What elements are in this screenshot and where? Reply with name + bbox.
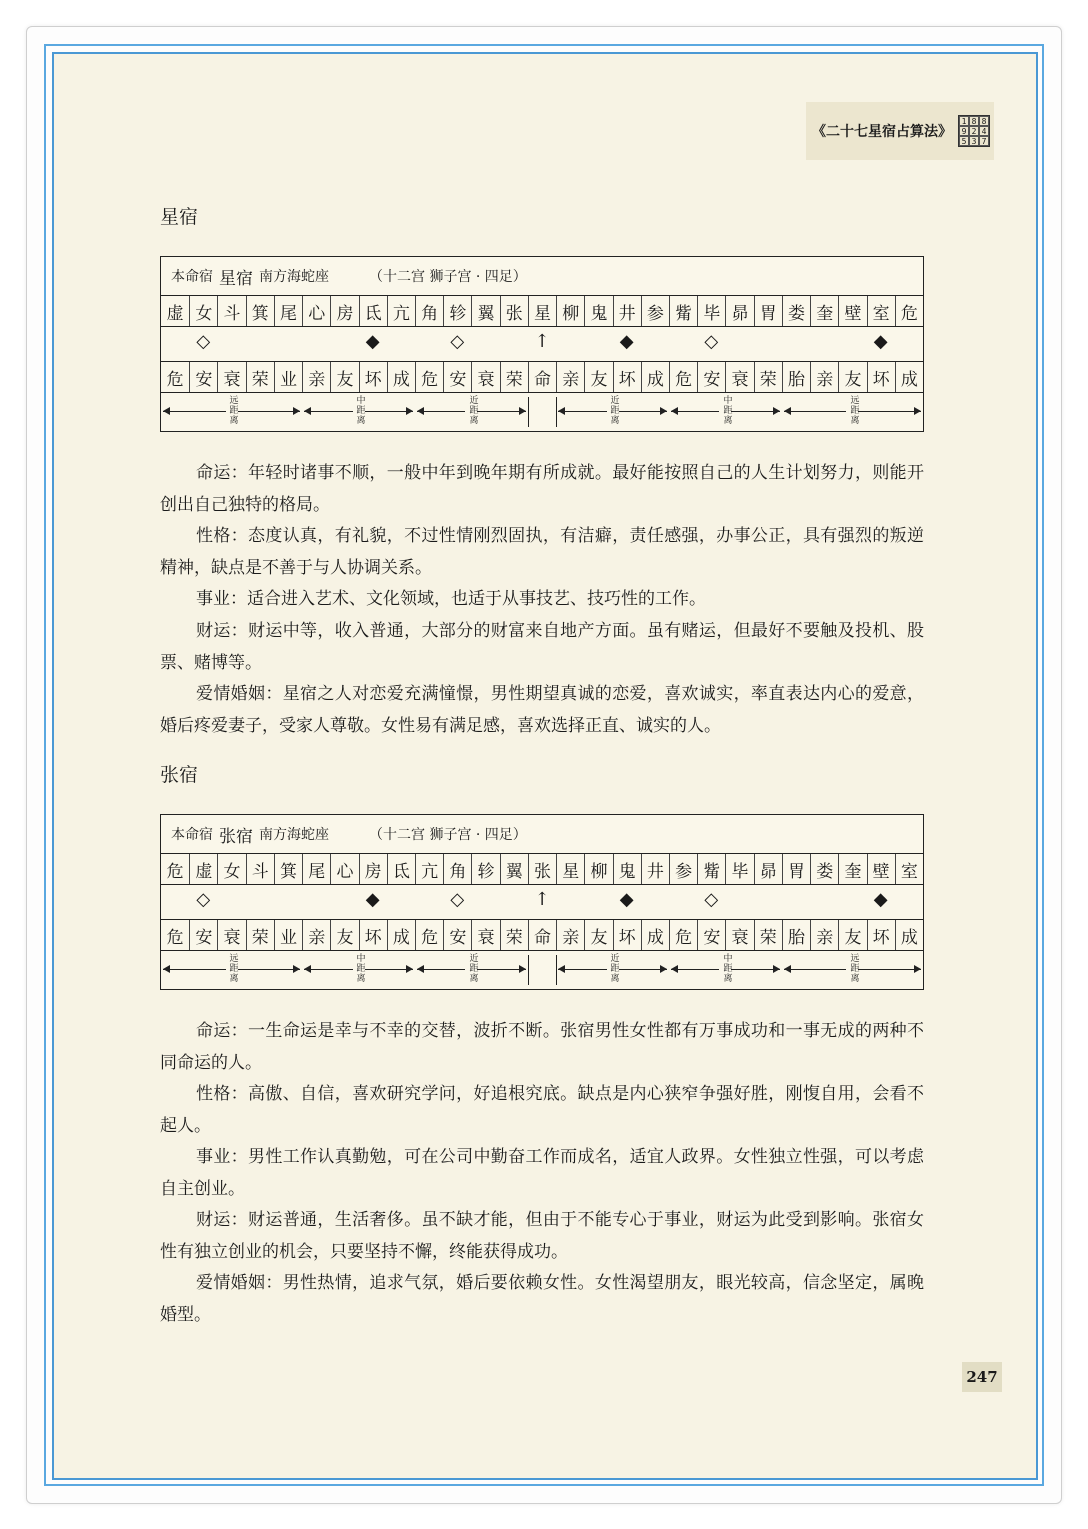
star-cell: 昴	[754, 854, 782, 884]
section-title-zhangsu: 张宿	[160, 764, 199, 786]
relation-cell: 衰	[725, 362, 753, 392]
distance-label: 中距离	[354, 953, 365, 983]
star-cell: 危	[166, 861, 184, 882]
relation-cell: 衰	[471, 362, 499, 392]
relation-cell: 安	[189, 362, 217, 392]
up-arrow-icon: ↑	[534, 889, 550, 910]
filled-diamond-icon: ◆	[365, 331, 380, 352]
relation-cell: 成	[387, 920, 415, 950]
paragraph-fate: 命运：一生命运是幸与不幸的交替，波折不断。张宿男性女性都有万事成功和一事无成的两种不同命运的人。	[160, 1021, 924, 1073]
book-logo-icon: 1 8 8 9 2 4 5 3 7	[958, 115, 990, 147]
star-cell: 毕	[697, 296, 725, 326]
hollow-diamond-icon: ◇	[704, 889, 719, 910]
relation-cell: 荣	[754, 362, 782, 392]
star-cell: 井	[641, 854, 669, 884]
hollow-diamond-icon: ◇	[196, 331, 211, 352]
star-cell: 亢	[415, 854, 443, 884]
paragraph-love: 爱情婚姻：男性热情，追求气氛，婚后要依赖女性。女性渴望朋友，眼光较高，信念坚定，属晚婚型。	[160, 1273, 924, 1325]
star-cell: 室	[867, 296, 895, 326]
relation-cell: 亲	[302, 362, 330, 392]
star-cell: 氐	[359, 296, 387, 326]
stars-row	[161, 295, 923, 326]
distance-label: 远距离	[848, 953, 859, 983]
relation-cell: 衰	[217, 920, 245, 950]
relation-cell: 成	[895, 920, 923, 950]
star-cell: 奎	[810, 296, 838, 326]
relation-cell: 命	[528, 362, 556, 392]
relation-cell: 友	[838, 920, 866, 950]
star-cell: 觜	[697, 854, 725, 884]
star-cell: 虚	[166, 303, 184, 324]
star-cell: 毕	[725, 854, 753, 884]
star-cell: 房	[330, 296, 358, 326]
distance-label: 远距离	[227, 395, 238, 425]
relation-cell: 成	[641, 362, 669, 392]
paragraph-personality: 性格：高傲、自信，喜欢研究学问，好追根究底。缺点是内心狭窄争强好胜，刚愎自用，会看不起人。	[160, 1084, 924, 1136]
star-cell: 井	[613, 296, 641, 326]
relation-cell: 安	[697, 920, 725, 950]
relation-cell: 坏	[613, 920, 641, 950]
star-cell: 娄	[782, 296, 810, 326]
star-cell: 参	[641, 296, 669, 326]
relation-cell: 亲	[556, 920, 584, 950]
relation-cell: 亲	[810, 920, 838, 950]
distance-label: 近距离	[608, 395, 619, 425]
relation-cell: 友	[330, 362, 358, 392]
paragraph-fate: 命运：年轻时诸事不顺，一般中年到晚年期有所成就。最好能按照自己的人生计划努力，则能开创出自己独特的格局。	[160, 463, 924, 515]
relation-cell: 危	[669, 920, 697, 950]
relation-cell: 衰	[725, 920, 753, 950]
star-cell: 星	[528, 296, 556, 326]
star-cell: 轸	[443, 296, 471, 326]
relation-cell: 安	[697, 362, 725, 392]
mansion-chart-zhangsu	[160, 814, 924, 990]
relation-cell: 衰	[471, 920, 499, 950]
relation-cell: 坏	[613, 362, 641, 392]
mansion-chart-xingsu	[160, 256, 924, 432]
relation-cell: 亲	[556, 362, 584, 392]
star-cell: 娄	[810, 854, 838, 884]
star-cell: 虚	[189, 854, 217, 884]
star-cell: 壁	[867, 854, 895, 884]
relation-cell: 亲	[810, 362, 838, 392]
relation-cell: 坏	[359, 920, 387, 950]
relation-cell: 成	[895, 362, 923, 392]
star-cell: 女	[217, 854, 245, 884]
distance-divider	[556, 397, 557, 427]
star-cell: 尾	[274, 296, 302, 326]
chart-caption: 本命宿 星宿 南方海蛇座 （十二宫 狮子宫 · 四足）	[171, 268, 527, 289]
star-cell: 壁	[838, 296, 866, 326]
filled-diamond-icon: ◆	[873, 889, 888, 910]
relation-cell: 衰	[217, 362, 245, 392]
star-cell: 胃	[754, 296, 782, 326]
star-cell: 星	[556, 854, 584, 884]
relations-row	[161, 361, 923, 392]
hollow-diamond-icon: ◇	[196, 889, 211, 910]
symbols-row	[161, 884, 923, 919]
relation-cell: 危	[166, 927, 184, 948]
chart-caption: 本命宿 张宿 南方海蛇座 （十二宫 狮子宫 · 四足）	[171, 826, 527, 847]
star-cell: 心	[330, 854, 358, 884]
relation-cell: 亲	[302, 920, 330, 950]
relation-cell: 友	[838, 362, 866, 392]
paragraph-wealth: 财运：财运中等，收入普通，大部分的财富来自地产方面。虽有赌运，但最好不要触及投机、股票、赌博等。	[160, 621, 924, 673]
relation-cell: 荣	[500, 362, 528, 392]
relation-cell: 成	[641, 920, 669, 950]
relation-cell: 荣	[246, 920, 274, 950]
distance-label: 近距离	[467, 395, 478, 425]
relation-cell: 危	[166, 369, 184, 390]
paragraph-love: 爱情婚姻：星宿之人对恋爱充满憧憬，男性期望真诚的恋爱，喜欢诚实，率直表达内心的爱意，婚后疼爱妻子，受家人尊敬。女性易有满足感，喜欢选择正直、诚实的人。	[160, 684, 924, 736]
star-cell: 柳	[556, 296, 584, 326]
relation-cell: 命	[528, 920, 556, 950]
star-cell: 张	[528, 854, 556, 884]
distance-divider	[528, 397, 529, 427]
relation-cell: 坏	[867, 920, 895, 950]
hollow-diamond-icon: ◇	[450, 889, 465, 910]
distance-label: 近距离	[467, 953, 478, 983]
star-cell: 房	[359, 854, 387, 884]
distance-divider	[556, 955, 557, 985]
distance-label: 远距离	[227, 953, 238, 983]
distance-label: 近距离	[608, 953, 619, 983]
star-cell: 角	[443, 854, 471, 884]
star-cell: 箕	[246, 296, 274, 326]
filled-diamond-icon: ◆	[619, 331, 634, 352]
filled-diamond-icon: ◆	[619, 889, 634, 910]
relation-cell: 安	[443, 920, 471, 950]
star-cell: 参	[669, 854, 697, 884]
relation-cell: 荣	[500, 920, 528, 950]
relation-cell: 成	[387, 362, 415, 392]
star-cell: 张	[500, 296, 528, 326]
star-cell: 亢	[387, 296, 415, 326]
up-arrow-icon: ↑	[534, 331, 550, 352]
relation-cell: 友	[330, 920, 358, 950]
relation-cell: 坏	[359, 362, 387, 392]
stars-row	[161, 853, 923, 884]
distance-label: 中距离	[721, 953, 732, 983]
hollow-diamond-icon: ◇	[450, 331, 465, 352]
relation-cell: 荣	[246, 362, 274, 392]
relation-cell: 安	[443, 362, 471, 392]
symbols-row	[161, 326, 923, 361]
star-cell: 轸	[471, 854, 499, 884]
star-cell: 奎	[838, 854, 866, 884]
star-cell: 胃	[782, 854, 810, 884]
distance-label: 中距离	[721, 395, 732, 425]
paragraph-career: 事业：男性工作认真勤勉，可在公司中勤奋工作而成名，适宜人政界。女性独立性强，可以考虑自主创业。	[160, 1147, 924, 1199]
star-cell: 危	[895, 296, 923, 326]
star-cell: 翼	[471, 296, 499, 326]
star-cell: 心	[302, 296, 330, 326]
relation-cell: 荣	[754, 920, 782, 950]
star-cell: 斗	[246, 854, 274, 884]
running-header	[806, 102, 994, 160]
star-cell: 觜	[669, 296, 697, 326]
star-cell: 鬼	[613, 854, 641, 884]
relation-cell: 友	[584, 362, 612, 392]
relation-cell: 业	[274, 920, 302, 950]
star-cell: 室	[895, 854, 923, 884]
distance-row	[161, 950, 923, 989]
relation-cell: 业	[274, 362, 302, 392]
page-number: 247	[962, 1362, 1002, 1392]
star-cell: 氐	[387, 854, 415, 884]
section-title-xingsu: 星宿	[160, 206, 199, 228]
relation-cell: 友	[584, 920, 612, 950]
paragraph-wealth: 财运：财运普通，生活奢侈。虽不缺才能，但由于不能专心于事业，财运为此受到影响。张宿女性有独立创业的机会，只要坚持不懈，终能获得成功。	[160, 1210, 924, 1262]
book-title: 《二十七星宿占算法》	[812, 124, 952, 140]
relation-cell: 危	[415, 920, 443, 950]
distance-label: 远距离	[848, 395, 859, 425]
star-cell: 翼	[500, 854, 528, 884]
star-cell: 柳	[584, 854, 612, 884]
star-cell: 箕	[274, 854, 302, 884]
star-cell: 昴	[725, 296, 753, 326]
paragraph-personality: 性格：态度认真，有礼貌，不过性情刚烈固执，有洁癖，责任感强，办事公正，具有强烈的叛逆精神，缺点是不善于与人协调关系。	[160, 526, 924, 578]
star-cell: 尾	[302, 854, 330, 884]
hollow-diamond-icon: ◇	[704, 331, 719, 352]
star-cell: 角	[415, 296, 443, 326]
star-cell: 鬼	[584, 296, 612, 326]
relation-cell: 安	[189, 920, 217, 950]
relation-cell: 危	[669, 362, 697, 392]
paragraph-career: 事业：适合进入艺术、文化领域，也适于从事技艺、技巧性的工作。	[196, 589, 706, 609]
relations-row	[161, 919, 923, 950]
distance-label: 中距离	[354, 395, 365, 425]
filled-diamond-icon: ◆	[873, 331, 888, 352]
distance-row	[161, 392, 923, 431]
filled-diamond-icon: ◆	[365, 889, 380, 910]
relation-cell: 胎	[782, 362, 810, 392]
relation-cell: 坏	[867, 362, 895, 392]
star-cell: 斗	[217, 296, 245, 326]
star-cell: 女	[189, 296, 217, 326]
distance-divider	[528, 955, 529, 985]
relation-cell: 危	[415, 362, 443, 392]
relation-cell: 胎	[782, 920, 810, 950]
